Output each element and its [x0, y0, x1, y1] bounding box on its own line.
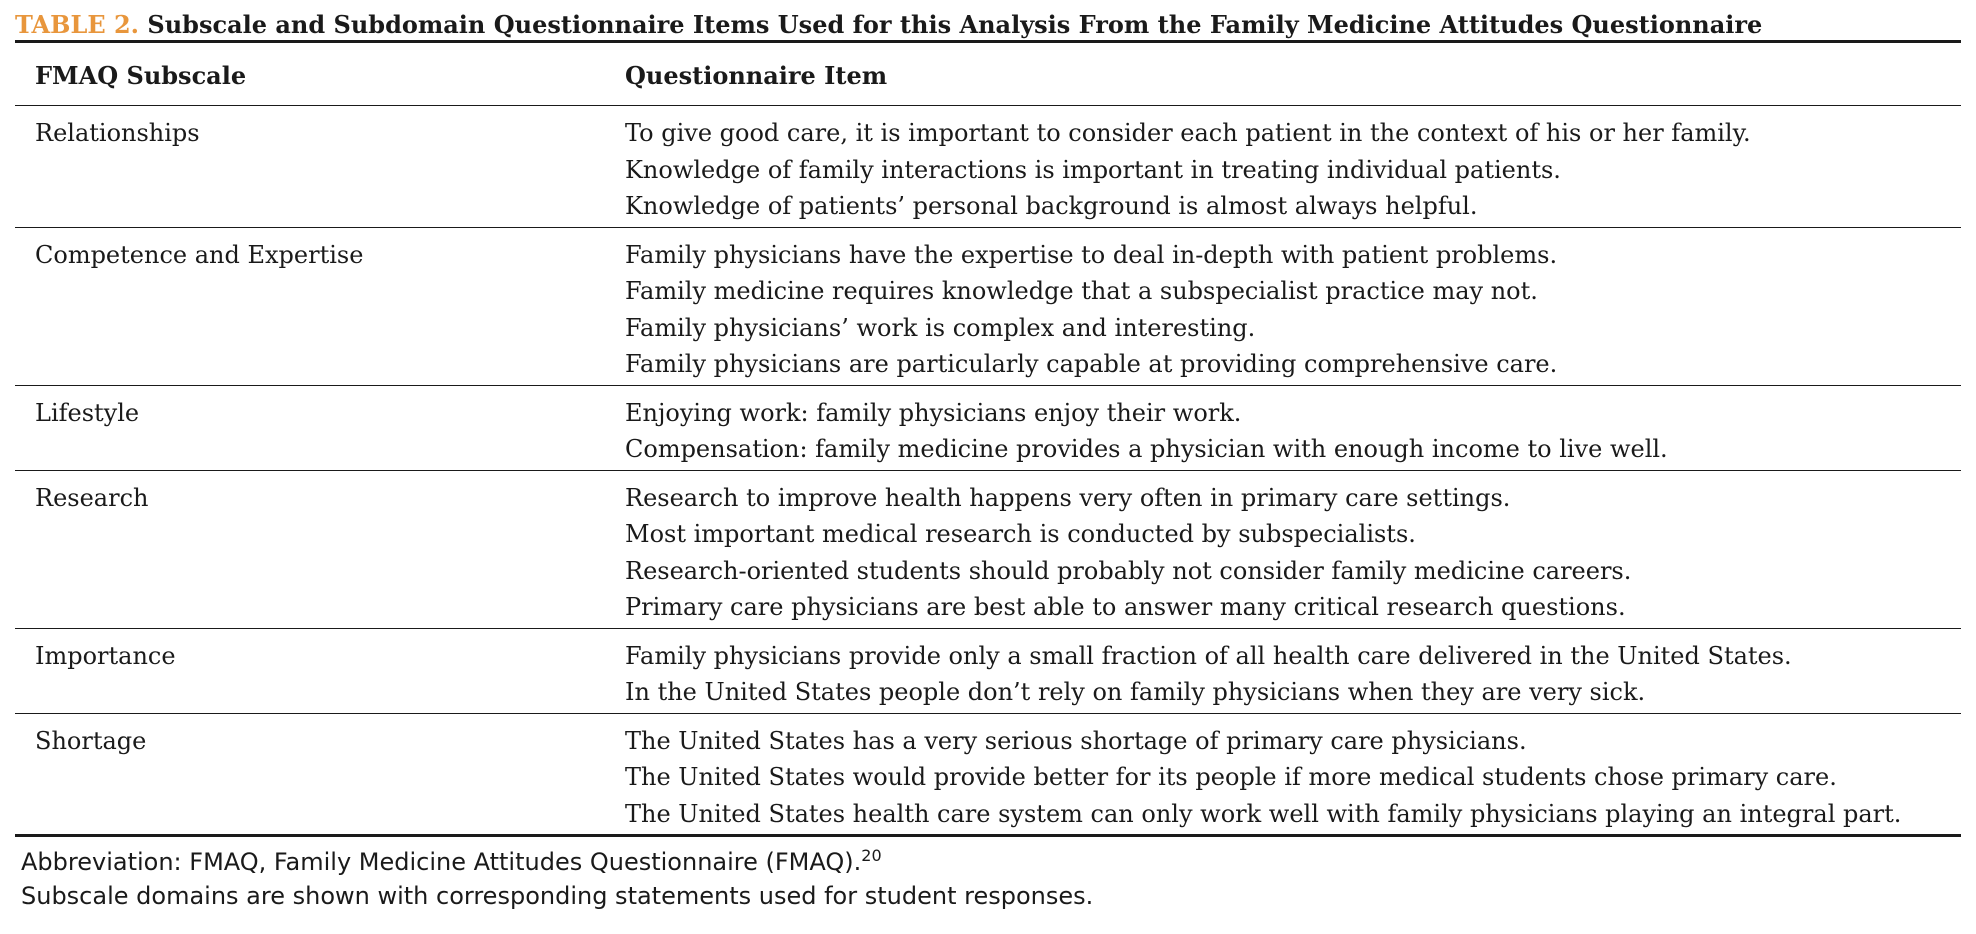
questionnaire-items-cell [621, 628, 1961, 713]
questionnaire-item: Family physicians’ work is complex and interesting. [625, 313, 1256, 342]
table-footnotes [15, 837, 1961, 913]
subscale-cell [15, 713, 621, 836]
subscale-name: Lifestyle [35, 398, 140, 427]
questionnaire-item: The United States would provide better for its people if more medical students chose primary care. [625, 763, 1837, 791]
questionnaire-item: Family physicians provide only a small fraction of all health care delivered in the United States. [625, 641, 1792, 670]
table-caption [15, 0, 1961, 40]
table-title: Subscale and Subdomain Questionnaire Items Used for this Analysis From the Family Medicine Attitudes Questionnaire [147, 10, 1763, 39]
table-body [15, 106, 1961, 836]
questionnaire-item: The United States health care system can only work well with family physicians playing an integral part. [625, 799, 1902, 828]
questionnaire-item: Primary care physicians are best able to answer many critical research questions. [625, 593, 1626, 621]
questionnaire-items-cell [621, 713, 1961, 836]
table-row [15, 470, 1961, 628]
questionnaire-item: Research-oriented students should probably not consider family medicine careers. [625, 556, 1632, 585]
questionnaire-item: Family medicine requires knowledge that a subspecialist practice may not. [625, 277, 1538, 305]
table-row [15, 385, 1961, 470]
table-row [15, 227, 1961, 385]
abbreviation-note [21, 845, 1961, 879]
subscale-name: Research [35, 483, 149, 512]
questionnaire-table [15, 43, 1961, 837]
questionnaire-item: Most important medical research is conducted by subspecialists. [625, 520, 1416, 548]
subscale-name: Shortage [35, 726, 147, 755]
questionnaire-item: Knowledge of family interactions is important in treating individual patients. [625, 155, 1561, 184]
column-header-subscale: FMAQ Subscale [15, 43, 621, 106]
subscale-name: Competence and Expertise [35, 240, 364, 269]
table-row [15, 628, 1961, 713]
table-label: TABLE 2. [15, 10, 140, 39]
questionnaire-item: Research to improve health happens very often in primary care settings. [625, 483, 1511, 512]
questionnaire-items-cell [621, 470, 1961, 628]
subscale-cell [15, 385, 621, 470]
questionnaire-item: Family physicians are particularly capable at providing comprehensive care. [625, 350, 1558, 378]
questionnaire-item: Family physicians have the expertise to deal in-depth with patient problems. [625, 240, 1558, 269]
questionnaire-item: To give good care, it is important to consider each patient in the context of his or her family. [625, 119, 1751, 147]
column-header-item: Questionnaire Item [621, 43, 1961, 106]
questionnaire-item: The United States has a very serious shortage of primary care physicians. [625, 726, 1527, 755]
subscale-cell [15, 227, 621, 385]
subscale-cell [15, 470, 621, 628]
subscale-cell [15, 628, 621, 713]
questionnaire-item: In the United States people don’t rely on family physicians when they are very sick. [625, 678, 1646, 706]
questionnaire-items-cell [621, 385, 1961, 470]
subscale-name: Relationships [35, 119, 200, 147]
questionnaire-items-cell [621, 106, 1961, 228]
subscale-note: Subscale domains are shown with corresponding statements used for student responses. [21, 882, 1094, 910]
table-row [15, 713, 1961, 836]
questionnaire-item: Compensation: family medicine provides a physician with enough income to live well. [625, 435, 1668, 463]
reference-superscript: 20 [861, 846, 882, 865]
questionnaire-items-cell [621, 227, 1961, 385]
table-figure [15, 0, 1961, 913]
questionnaire-item: Knowledge of patients’ personal background is almost always helpful. [625, 192, 1478, 220]
subscale-cell [15, 106, 621, 228]
header-row [15, 43, 1961, 106]
table-row [15, 106, 1961, 228]
questionnaire-item: Enjoying work: family physicians enjoy their work. [625, 398, 1242, 427]
abbreviation-text: Abbreviation: FMAQ, Family Medicine Attitudes Questionnaire (FMAQ). [21, 848, 862, 876]
subscale-name: Importance [35, 641, 176, 670]
